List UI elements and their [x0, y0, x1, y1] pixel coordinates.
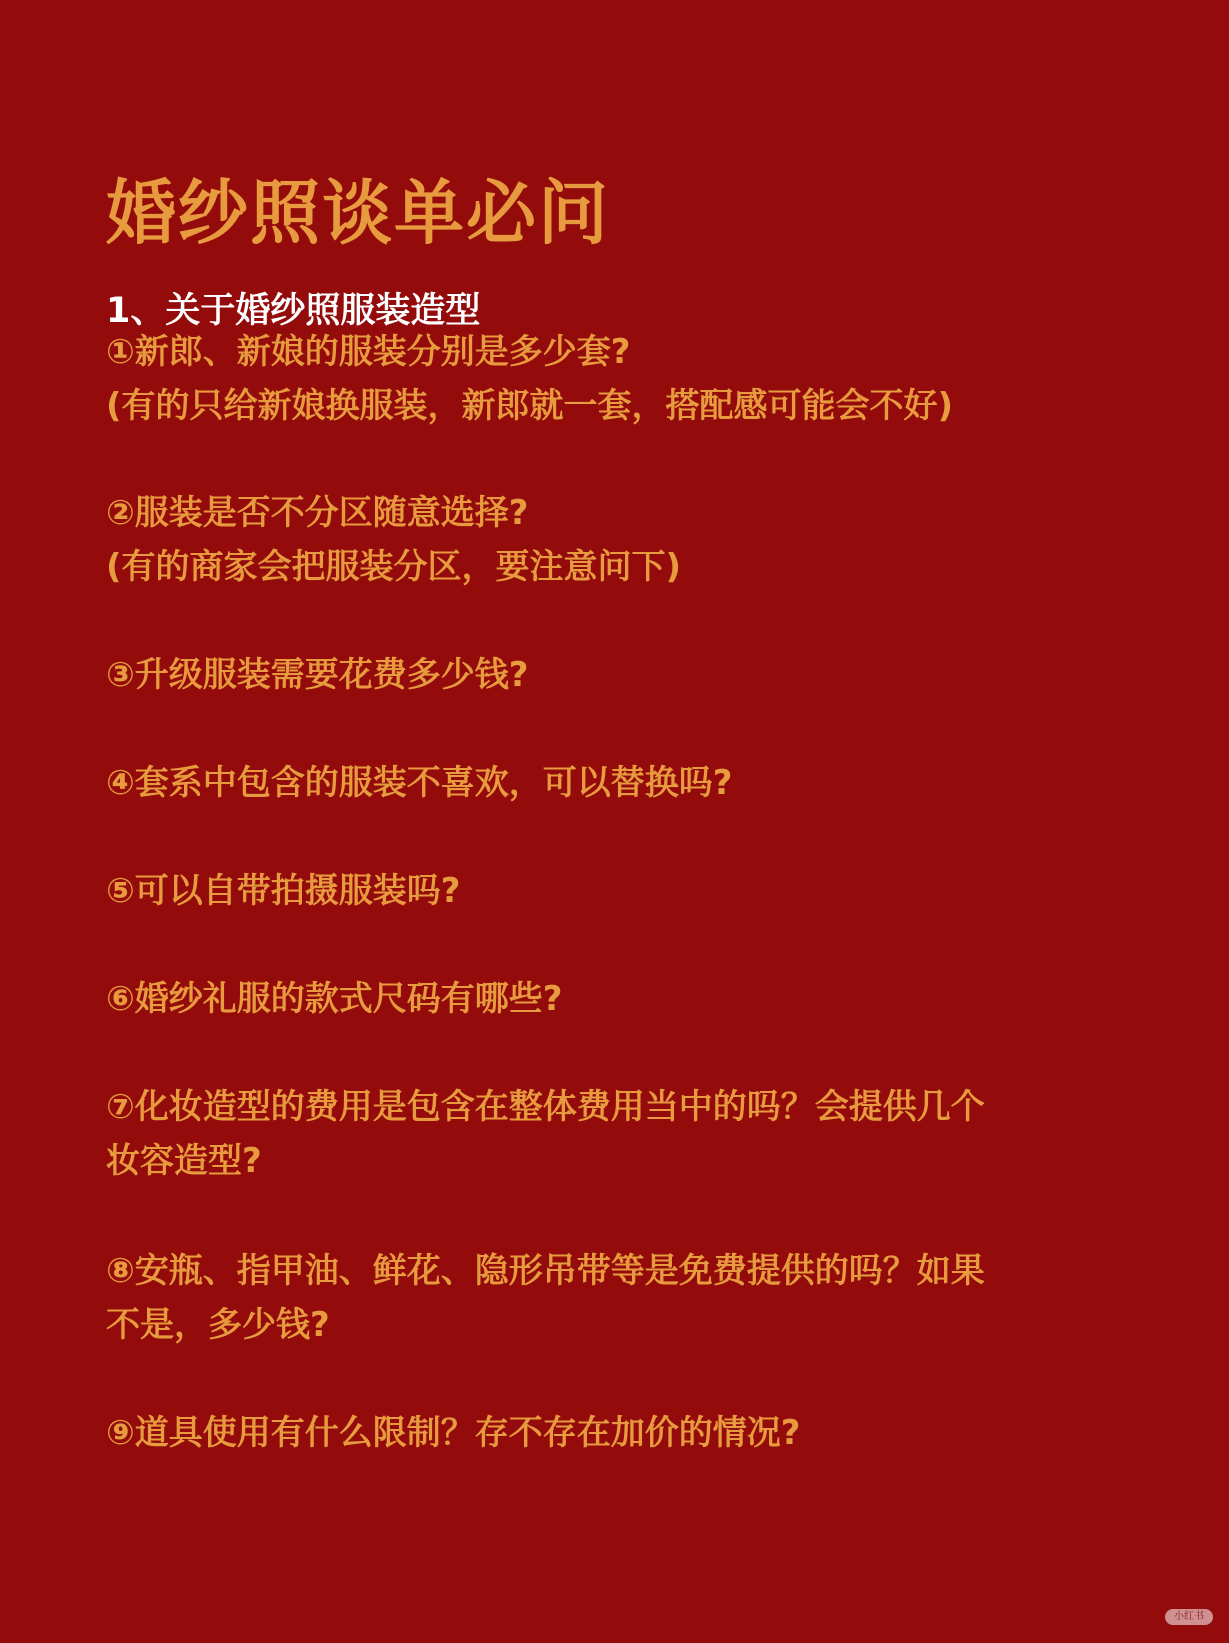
question-5: ⑤可以自带拍摄服装吗? — [106, 871, 461, 911]
question-6: ⑥婚纱礼服的款式尺码有哪些? — [106, 979, 563, 1019]
question-8-continued: 不是，多少钱? — [106, 1305, 330, 1345]
watermark-logo: 小红书 — [1165, 1609, 1213, 1625]
section-heading: 1、关于婚纱照服装造型 — [106, 291, 481, 331]
question-3: ③升级服装需要花费多少钱? — [106, 655, 529, 695]
page-title: 婚纱照谈单必问 — [106, 172, 610, 254]
question-1-note: (有的只给新娘换服装，新郎就一套，搭配感可能会不好) — [106, 386, 954, 426]
question-9: ⑨道具使用有什么限制？存不存在加价的情况? — [106, 1413, 801, 1453]
question-4: ④套系中包含的服装不喜欢，可以替换吗? — [106, 763, 733, 803]
question-2-note: (有的商家会把服装分区，要注意问下) — [106, 547, 682, 587]
question-8: ⑧安瓶、指甲油、鲜花、隐形吊带等是免费提供的吗？如果 — [106, 1251, 985, 1291]
question-7: ⑦化妆造型的费用是包含在整体费用当中的吗？会提供几个 — [106, 1087, 985, 1127]
question-7-continued: 妆容造型? — [106, 1141, 262, 1181]
question-2: ②服装是否不分区随意选择? — [106, 493, 529, 533]
question-1: ①新郎、新娘的服装分别是多少套? — [106, 332, 631, 372]
